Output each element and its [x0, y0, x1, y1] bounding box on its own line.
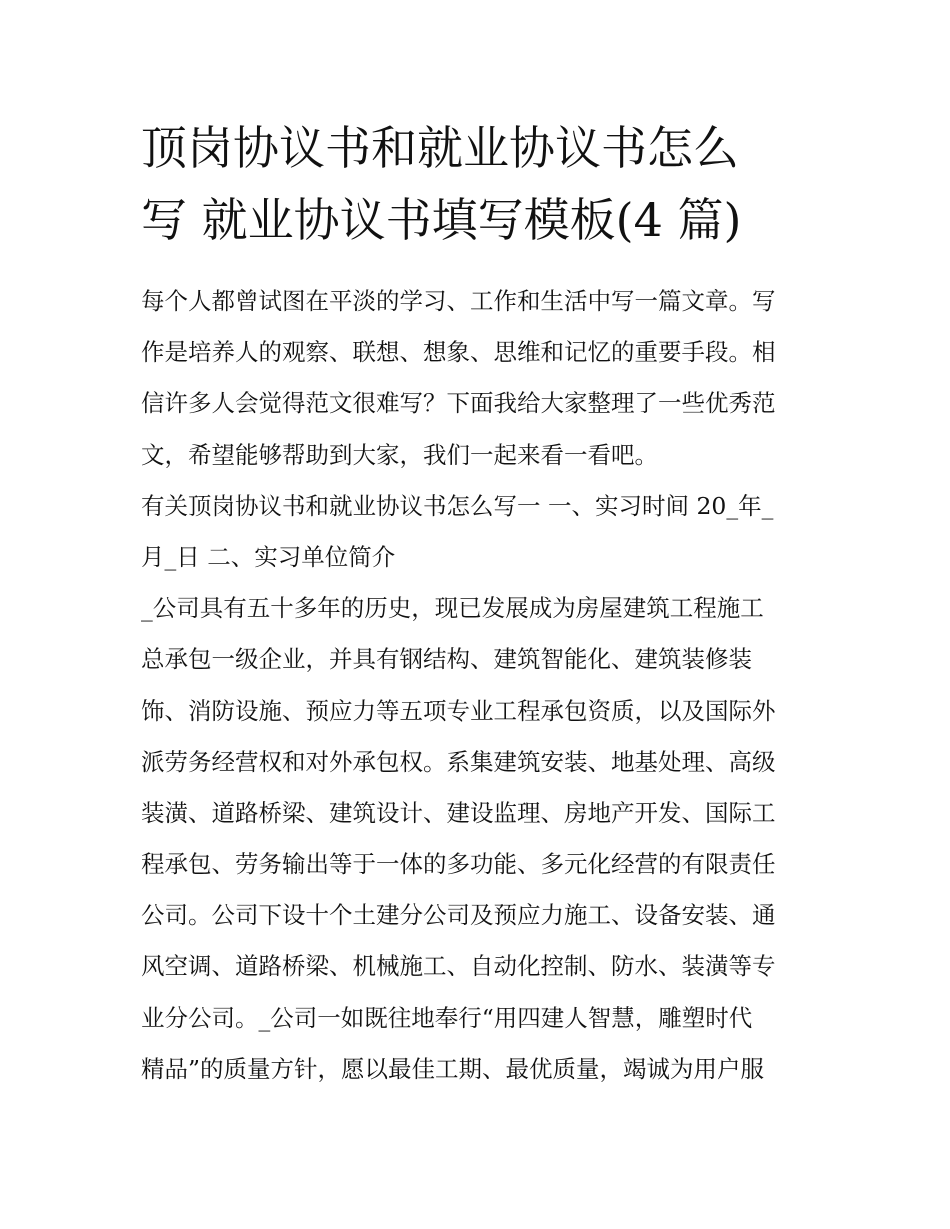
body-line-2: 作是培养人的观察、联想、想象、思维和记忆的重要手段。相	[141, 338, 776, 367]
body-line-4: 文，希望能够帮助到大家，我们一起来看一看吧。	[141, 440, 658, 469]
document-body	[141, 276, 831, 1095]
body-line-13: 公司。公司下设十个土建分公司及预应力施工、设备安装、通	[141, 901, 776, 930]
body-line-1: 每个人都曾试图在平淡的学习、工作和生活中写一篇文章。写	[141, 287, 776, 315]
title-line-2: 写 就业协议书填写模板(4 篇)	[141, 193, 742, 247]
body-line-8: 总承包一级企业，并具有钢结构、建筑智能化、建筑装修装	[141, 645, 752, 674]
body-line-6: 月_日 二、实习单位简介	[141, 542, 396, 571]
body-line-16: 精品”的质量方针，愿以最佳工期、最优质量，竭诚为用户服	[141, 1054, 765, 1083]
body-line-14: 风空调、道路桥梁、机械施工、自动化控制、防水、装潢等专	[141, 952, 776, 981]
body-line-12: 程承包、劳务输出等于一体的多功能、多元化经营的有限责任	[141, 850, 776, 879]
body-line-10: 派劳务经营权和对外承包权。系集建筑安装、地基处理、高级	[141, 747, 776, 776]
body-line-5: 有关顶岗协议书和就业协议书怎么写一 一、实习时间 20_年_	[141, 491, 774, 520]
document-title	[141, 112, 841, 256]
body-line-9: 饰、消防设施、预应力等五项专业工程承包资质，以及国际外	[141, 696, 776, 725]
body-line-11: 装潢、道路桥梁、建筑设计、建设监理、房地产开发、国际工	[141, 798, 776, 827]
title-line-1: 顶岗协议书和就业协议书怎么	[141, 121, 739, 175]
body-line-3: 信许多人会觉得范文很难写？下面我给大家整理了一些优秀范	[141, 389, 776, 418]
body-line-15: 业分公司。_公司一如既往地奉行“用四建人智慧，雕塑时代	[141, 1003, 753, 1032]
body-line-7: _公司具有五十多年的历史，现已发展成为房屋建筑工程施工	[141, 594, 764, 623]
